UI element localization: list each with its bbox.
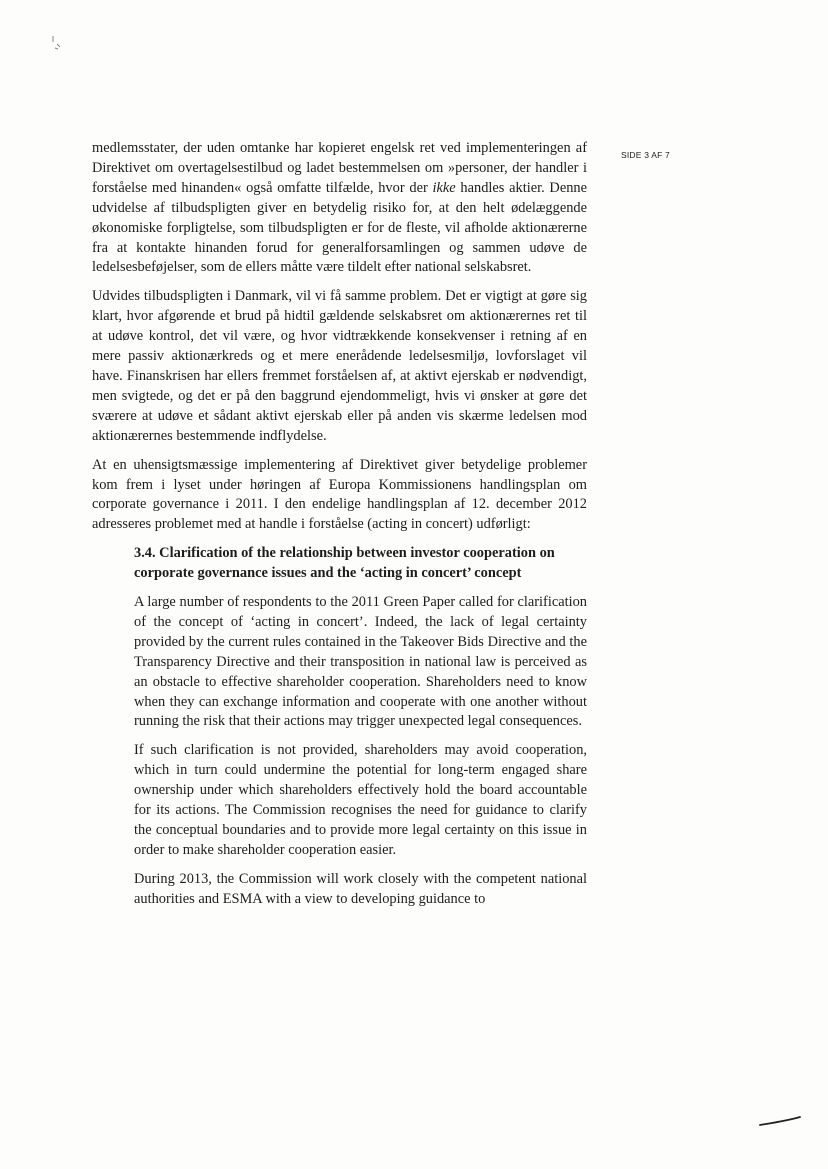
paragraph-1	[92, 139, 587, 278]
pen-stroke-mark	[758, 1114, 804, 1130]
document-body	[92, 139, 587, 919]
quote-paragraph-2: If such clarification is not provided, shareholders may avoid cooperation, which in turn could undermine the potential for long-term engaged share ownership under which shareholders effectively hold the board accountable for its actions. The Commission recognises the need for guidance to clarify the conceptual boundaries and to provide more legal certainty on this issue in order to make shareholder cooperation easier.	[134, 742, 587, 858]
paragraph-1-text-a: medlemsstater, der uden omtanke har kopieret engelsk ret ved implementeringen af Direktivet om overtagelsestilbud og ladet bestemmelsen om »personer, der handler i forståelse med hinanden« også omfatte tilfælde, hvor der	[92, 140, 587, 196]
page-number-label: SIDE 3 AF 7	[621, 150, 670, 160]
paragraph-1-emphasis: ikke	[432, 179, 456, 196]
quote-paragraph-3: During 2013, the Commission will work closely with the competent national authorities and ESMA with a view to developing guidance to	[134, 870, 587, 907]
paragraph-3: At en uhensigtsmæssige implementering af Direktivet giver betydelige problemer kom frem i lyset under høringen af Europa Kommissionens handlingsplan om corporate governance i 2011. I den endelige handlingsplan af 12. december 2012 adresseres problemet med at handle i forståelse (acting in concert) udførligt:	[92, 456, 587, 533]
quote-heading: 3.4. Clarification of the relationship between investor cooperation on corporate governance issues and the ‘acting in concert’ concept	[134, 545, 555, 582]
scan-speck-marks	[44, 30, 74, 80]
paragraph-1-text-b: handles aktier. Denne udvidelse af tilbudspligten giver en betydelig risiko for, at den helt ødelæggende økonomiske forpligtelse, som tilbudspligten er for de fleste, vil afholde aktionærerne fra at kontakte hinanden forud for generalforsamlingen og sammen udøve de ledelsesbeføjelser, som de ellers måtte være tildelt efter national selskabsret.	[92, 179, 587, 276]
block-quote	[134, 544, 587, 909]
quote-paragraph-1: A large number of respondents to the 2011 Green Paper called for clarification of the concept of ‘acting in concert’. Indeed, the lack of legal certainty provided by the current rules contained in the Takeover Bids Directive and the Transparency Directive and their transposition in national law is perceived as an obstacle to effective shareholder cooperation. Shareholders need to know when they can exchange information and cooperate with one another without running the risk that their actions may trigger unexpected legal consequences.	[134, 594, 587, 730]
paragraph-2: Udvides tilbudspligten i Danmark, vil vi få samme problem. Det er vigtigt at gøre sig klart, hvor afgørende et brud på hidtil gældende selskabsret om aktionærernes ret til at udøve kontrol, det vil være, og hvor vidtrækkende konsekvenser i retning af en mere passiv aktionærkreds og et mere enerådende ledelsesmiljø, lovforslaget vil have. Finanskrisen har ellers fremmet forståelsen af, at aktivt ejerskab er nødvendigt, men svigtede, og det er på den baggrund ejendommeligt, hvis vi ønsker at gøre det sværere at udøve et sådant aktivt ejerskab eller på anden vis skærme ledelsen mod aktionærernes bestemmende indflydelse.	[92, 288, 587, 444]
